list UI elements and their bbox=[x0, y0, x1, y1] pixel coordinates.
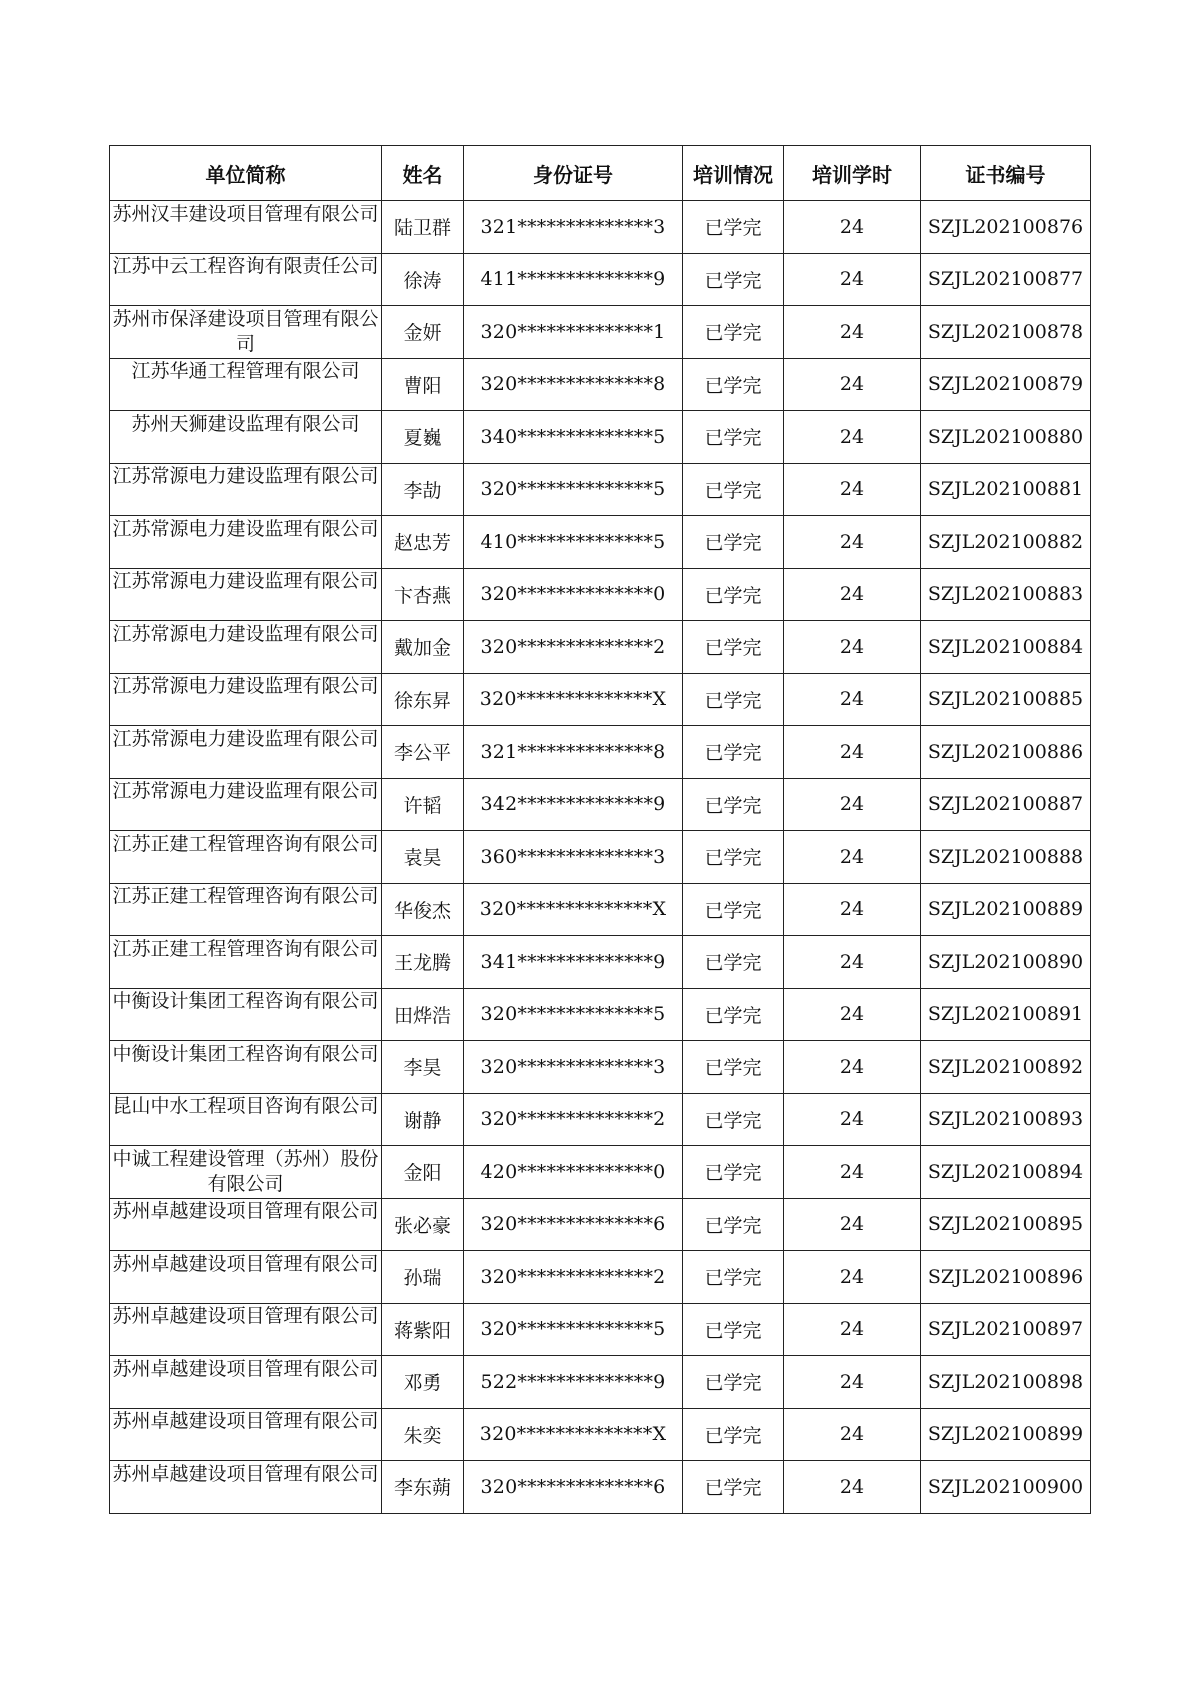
cell-training-hours: 24 bbox=[784, 306, 921, 359]
cell-name: 李东蒴 bbox=[382, 1461, 464, 1514]
cell-unit bbox=[110, 726, 382, 779]
cell-training-hours: 24 bbox=[784, 1408, 921, 1461]
cell-training-hours: 24 bbox=[784, 1461, 921, 1514]
table-row bbox=[110, 463, 1091, 516]
unit-text: 中衡设计集团工程咨询有限公司 bbox=[112, 990, 379, 1013]
cell-certificate-number: SZJL202100899 bbox=[921, 1408, 1091, 1461]
cell-unit bbox=[110, 306, 382, 359]
cell-training-status: 已学完 bbox=[683, 201, 784, 254]
unit-text: 江苏正建工程管理咨询有限公司 bbox=[112, 832, 379, 855]
cell-training-status: 已学完 bbox=[683, 883, 784, 936]
cell-name: 华俊杰 bbox=[382, 883, 464, 936]
table-row bbox=[110, 1198, 1091, 1251]
cell-id-number: 320**************6 bbox=[464, 1198, 683, 1251]
cell-name: 卞杏燕 bbox=[382, 568, 464, 621]
cell-training-status: 已学完 bbox=[683, 988, 784, 1041]
cell-id-number: 320**************X bbox=[464, 673, 683, 726]
cell-unit bbox=[110, 1093, 382, 1146]
cell-certificate-number: SZJL202100878 bbox=[921, 306, 1091, 359]
cell-training-hours: 24 bbox=[784, 253, 921, 306]
cell-name: 张必豪 bbox=[382, 1198, 464, 1251]
cell-training-status: 已学完 bbox=[683, 1251, 784, 1304]
cell-id-number: 320**************8 bbox=[464, 358, 683, 411]
table-row bbox=[110, 778, 1091, 831]
unit-text: 江苏常源电力建设监理有限公司 bbox=[112, 780, 379, 803]
unit-text: 苏州卓越建设项目管理有限公司 bbox=[112, 1200, 379, 1223]
cell-name: 邓勇 bbox=[382, 1356, 464, 1409]
cell-training-hours: 24 bbox=[784, 411, 921, 464]
unit-text: 江苏中云工程咨询有限责任公司 bbox=[112, 255, 379, 278]
table-row bbox=[110, 516, 1091, 569]
cell-training-status: 已学完 bbox=[683, 516, 784, 569]
cell-training-hours: 24 bbox=[784, 358, 921, 411]
cell-unit bbox=[110, 358, 382, 411]
cell-name: 王龙腾 bbox=[382, 936, 464, 989]
cell-training-status: 已学完 bbox=[683, 568, 784, 621]
cell-name: 蒋紫阳 bbox=[382, 1303, 464, 1356]
header-id-number: 身份证号 bbox=[464, 146, 683, 201]
cell-name: 金阳 bbox=[382, 1146, 464, 1199]
table-row bbox=[110, 621, 1091, 674]
cell-id-number: 360**************3 bbox=[464, 831, 683, 884]
unit-text: 苏州卓越建设项目管理有限公司 bbox=[112, 1357, 379, 1380]
cell-id-number: 321**************8 bbox=[464, 726, 683, 779]
table-row bbox=[110, 306, 1091, 359]
cell-unit bbox=[110, 831, 382, 884]
cell-certificate-number: SZJL202100898 bbox=[921, 1356, 1091, 1409]
cell-id-number: 321**************3 bbox=[464, 201, 683, 254]
cell-name: 金妍 bbox=[382, 306, 464, 359]
table-row bbox=[110, 1041, 1091, 1094]
table-row bbox=[110, 568, 1091, 621]
cell-unit bbox=[110, 883, 382, 936]
table-row bbox=[110, 1251, 1091, 1304]
table-row bbox=[110, 1408, 1091, 1461]
table-row bbox=[110, 1461, 1091, 1514]
cell-certificate-number: SZJL202100886 bbox=[921, 726, 1091, 779]
header-training-status: 培训情况 bbox=[683, 146, 784, 201]
unit-text: 江苏常源电力建设监理有限公司 bbox=[112, 570, 379, 593]
cell-unit bbox=[110, 621, 382, 674]
cell-training-status: 已学完 bbox=[683, 1461, 784, 1514]
cell-name: 许韬 bbox=[382, 778, 464, 831]
cell-id-number: 320**************5 bbox=[464, 1303, 683, 1356]
cell-name: 朱奕 bbox=[382, 1408, 464, 1461]
cell-unit bbox=[110, 1251, 382, 1304]
cell-certificate-number: SZJL202100877 bbox=[921, 253, 1091, 306]
cell-id-number: 340**************5 bbox=[464, 411, 683, 464]
cell-id-number: 411**************9 bbox=[464, 253, 683, 306]
cell-training-hours: 24 bbox=[784, 516, 921, 569]
cell-id-number: 320**************2 bbox=[464, 1093, 683, 1146]
table-row bbox=[110, 253, 1091, 306]
table-body bbox=[110, 201, 1091, 1514]
cell-id-number: 320**************0 bbox=[464, 568, 683, 621]
table-row bbox=[110, 411, 1091, 464]
unit-text: 江苏常源电力建设监理有限公司 bbox=[112, 517, 379, 540]
cell-training-hours: 24 bbox=[784, 1251, 921, 1304]
header-unit: 单位简称 bbox=[110, 146, 382, 201]
cell-id-number: 410**************5 bbox=[464, 516, 683, 569]
cell-id-number: 320**************5 bbox=[464, 463, 683, 516]
cell-unit bbox=[110, 988, 382, 1041]
cell-id-number: 522**************9 bbox=[464, 1356, 683, 1409]
unit-text: 苏州天狮建设监理有限公司 bbox=[131, 412, 360, 435]
cell-id-number: 320**************X bbox=[464, 883, 683, 936]
cell-unit bbox=[110, 778, 382, 831]
unit-text: 苏州卓越建设项目管理有限公司 bbox=[112, 1305, 379, 1328]
cell-certificate-number: SZJL202100882 bbox=[921, 516, 1091, 569]
cell-certificate-number: SZJL202100889 bbox=[921, 883, 1091, 936]
cell-unit bbox=[110, 1303, 382, 1356]
cell-certificate-number: SZJL202100896 bbox=[921, 1251, 1091, 1304]
cell-name: 袁昊 bbox=[382, 831, 464, 884]
cell-id-number: 341**************9 bbox=[464, 936, 683, 989]
cell-name: 李劼 bbox=[382, 463, 464, 516]
cell-name: 谢静 bbox=[382, 1093, 464, 1146]
table-row bbox=[110, 726, 1091, 779]
unit-text: 苏州卓越建设项目管理有限公司 bbox=[112, 1462, 379, 1485]
cell-unit bbox=[110, 463, 382, 516]
cell-certificate-number: SZJL202100879 bbox=[921, 358, 1091, 411]
cell-training-status: 已学完 bbox=[683, 358, 784, 411]
cell-training-hours: 24 bbox=[784, 883, 921, 936]
cell-unit bbox=[110, 253, 382, 306]
cell-id-number: 320**************5 bbox=[464, 988, 683, 1041]
cell-certificate-number: SZJL202100891 bbox=[921, 988, 1091, 1041]
table-row bbox=[110, 831, 1091, 884]
cell-certificate-number: SZJL202100895 bbox=[921, 1198, 1091, 1251]
cell-training-status: 已学完 bbox=[683, 253, 784, 306]
cell-unit bbox=[110, 568, 382, 621]
table-row bbox=[110, 673, 1091, 726]
cell-id-number: 320**************6 bbox=[464, 1461, 683, 1514]
cell-id-number: 320**************3 bbox=[464, 1041, 683, 1094]
cell-certificate-number: SZJL202100893 bbox=[921, 1093, 1091, 1146]
table-row bbox=[110, 1303, 1091, 1356]
cell-training-status: 已学完 bbox=[683, 1356, 784, 1409]
cell-unit bbox=[110, 1461, 382, 1514]
cell-certificate-number: SZJL202100883 bbox=[921, 568, 1091, 621]
cell-unit bbox=[110, 1041, 382, 1094]
cell-training-status: 已学完 bbox=[683, 1041, 784, 1094]
unit-text: 江苏常源电力建设监理有限公司 bbox=[112, 465, 379, 488]
cell-training-status: 已学完 bbox=[683, 1198, 784, 1251]
cell-training-hours: 24 bbox=[784, 201, 921, 254]
cell-certificate-number: SZJL202100887 bbox=[921, 778, 1091, 831]
cell-name: 李公平 bbox=[382, 726, 464, 779]
cell-training-hours: 24 bbox=[784, 1356, 921, 1409]
unit-text: 江苏常源电力建设监理有限公司 bbox=[112, 675, 379, 698]
cell-training-hours: 24 bbox=[784, 463, 921, 516]
cell-certificate-number: SZJL202100894 bbox=[921, 1146, 1091, 1199]
cell-unit bbox=[110, 516, 382, 569]
cell-unit bbox=[110, 936, 382, 989]
table-row bbox=[110, 1093, 1091, 1146]
cell-id-number: 420**************0 bbox=[464, 1146, 683, 1199]
cell-name: 孙瑞 bbox=[382, 1251, 464, 1304]
unit-text: 苏州市保泽建设项目管理有限公司 bbox=[112, 307, 379, 355]
cell-training-hours: 24 bbox=[784, 726, 921, 779]
cell-name: 戴加金 bbox=[382, 621, 464, 674]
cell-certificate-number: SZJL202100876 bbox=[921, 201, 1091, 254]
cell-training-status: 已学完 bbox=[683, 726, 784, 779]
cell-training-hours: 24 bbox=[784, 778, 921, 831]
unit-text: 苏州卓越建设项目管理有限公司 bbox=[112, 1252, 379, 1275]
table-row bbox=[110, 1356, 1091, 1409]
unit-text: 江苏正建工程管理咨询有限公司 bbox=[112, 937, 379, 960]
cell-training-hours: 24 bbox=[784, 831, 921, 884]
unit-text: 苏州卓越建设项目管理有限公司 bbox=[112, 1410, 379, 1433]
cell-name: 徐东昇 bbox=[382, 673, 464, 726]
unit-text: 苏州汉丰建设项目管理有限公司 bbox=[112, 202, 379, 225]
cell-unit bbox=[110, 1408, 382, 1461]
unit-text: 中诚工程建设管理（苏州）股份有限公司 bbox=[112, 1147, 379, 1195]
cell-training-status: 已学完 bbox=[683, 621, 784, 674]
cell-certificate-number: SZJL202100892 bbox=[921, 1041, 1091, 1094]
cell-training-hours: 24 bbox=[784, 1146, 921, 1199]
cell-training-hours: 24 bbox=[784, 988, 921, 1041]
cell-certificate-number: SZJL202100885 bbox=[921, 673, 1091, 726]
unit-text: 江苏常源电力建设监理有限公司 bbox=[112, 622, 379, 645]
cell-training-hours: 24 bbox=[784, 1041, 921, 1094]
cell-certificate-number: SZJL202100881 bbox=[921, 463, 1091, 516]
cell-training-hours: 24 bbox=[784, 673, 921, 726]
cell-training-status: 已学完 bbox=[683, 1093, 784, 1146]
cell-certificate-number: SZJL202100900 bbox=[921, 1461, 1091, 1514]
header-name: 姓名 bbox=[382, 146, 464, 201]
cell-training-status: 已学完 bbox=[683, 673, 784, 726]
table-row bbox=[110, 358, 1091, 411]
table-row bbox=[110, 1146, 1091, 1199]
cell-training-hours: 24 bbox=[784, 1303, 921, 1356]
header-training-hours: 培训学时 bbox=[784, 146, 921, 201]
cell-training-status: 已学完 bbox=[683, 463, 784, 516]
unit-text: 中衡设计集团工程咨询有限公司 bbox=[112, 1042, 379, 1065]
cell-training-status: 已学完 bbox=[683, 411, 784, 464]
cell-training-status: 已学完 bbox=[683, 306, 784, 359]
cell-id-number: 320**************X bbox=[464, 1408, 683, 1461]
cell-unit bbox=[110, 673, 382, 726]
cell-training-hours: 24 bbox=[784, 1198, 921, 1251]
table-header-row bbox=[110, 146, 1091, 201]
table-row bbox=[110, 936, 1091, 989]
cell-unit bbox=[110, 1198, 382, 1251]
unit-text: 江苏常源电力建设监理有限公司 bbox=[112, 727, 379, 750]
cell-id-number: 320**************2 bbox=[464, 621, 683, 674]
cell-name: 夏巍 bbox=[382, 411, 464, 464]
cell-name: 赵忠芳 bbox=[382, 516, 464, 569]
table-row bbox=[110, 883, 1091, 936]
cell-training-status: 已学完 bbox=[683, 1303, 784, 1356]
cell-certificate-number: SZJL202100888 bbox=[921, 831, 1091, 884]
cell-training-hours: 24 bbox=[784, 936, 921, 989]
cell-id-number: 320**************1 bbox=[464, 306, 683, 359]
cell-name: 李昊 bbox=[382, 1041, 464, 1094]
cell-training-hours: 24 bbox=[784, 568, 921, 621]
cell-certificate-number: SZJL202100890 bbox=[921, 936, 1091, 989]
cell-certificate-number: SZJL202100880 bbox=[921, 411, 1091, 464]
cell-unit bbox=[110, 1356, 382, 1409]
cell-training-status: 已学完 bbox=[683, 1408, 784, 1461]
cell-unit bbox=[110, 201, 382, 254]
unit-text: 江苏华通工程管理有限公司 bbox=[131, 360, 360, 383]
cell-training-status: 已学完 bbox=[683, 831, 784, 884]
cell-unit bbox=[110, 411, 382, 464]
cell-training-hours: 24 bbox=[784, 621, 921, 674]
cell-certificate-number: SZJL202100897 bbox=[921, 1303, 1091, 1356]
cell-training-hours: 24 bbox=[784, 1093, 921, 1146]
cell-name: 陆卫群 bbox=[382, 201, 464, 254]
cell-id-number: 320**************2 bbox=[464, 1251, 683, 1304]
cell-training-status: 已学完 bbox=[683, 778, 784, 831]
table-row bbox=[110, 201, 1091, 254]
cell-training-status: 已学完 bbox=[683, 1146, 784, 1199]
training-roster-table bbox=[109, 145, 1091, 1514]
cell-unit bbox=[110, 1146, 382, 1199]
cell-name: 田烨浩 bbox=[382, 988, 464, 1041]
cell-name: 徐涛 bbox=[382, 253, 464, 306]
header-certificate-number: 证书编号 bbox=[921, 146, 1091, 201]
cell-name: 曹阳 bbox=[382, 358, 464, 411]
table-row bbox=[110, 988, 1091, 1041]
unit-text: 江苏正建工程管理咨询有限公司 bbox=[112, 885, 379, 908]
cell-certificate-number: SZJL202100884 bbox=[921, 621, 1091, 674]
cell-training-status: 已学完 bbox=[683, 936, 784, 989]
unit-text: 昆山中水工程项目咨询有限公司 bbox=[112, 1095, 379, 1118]
cell-id-number: 342**************9 bbox=[464, 778, 683, 831]
